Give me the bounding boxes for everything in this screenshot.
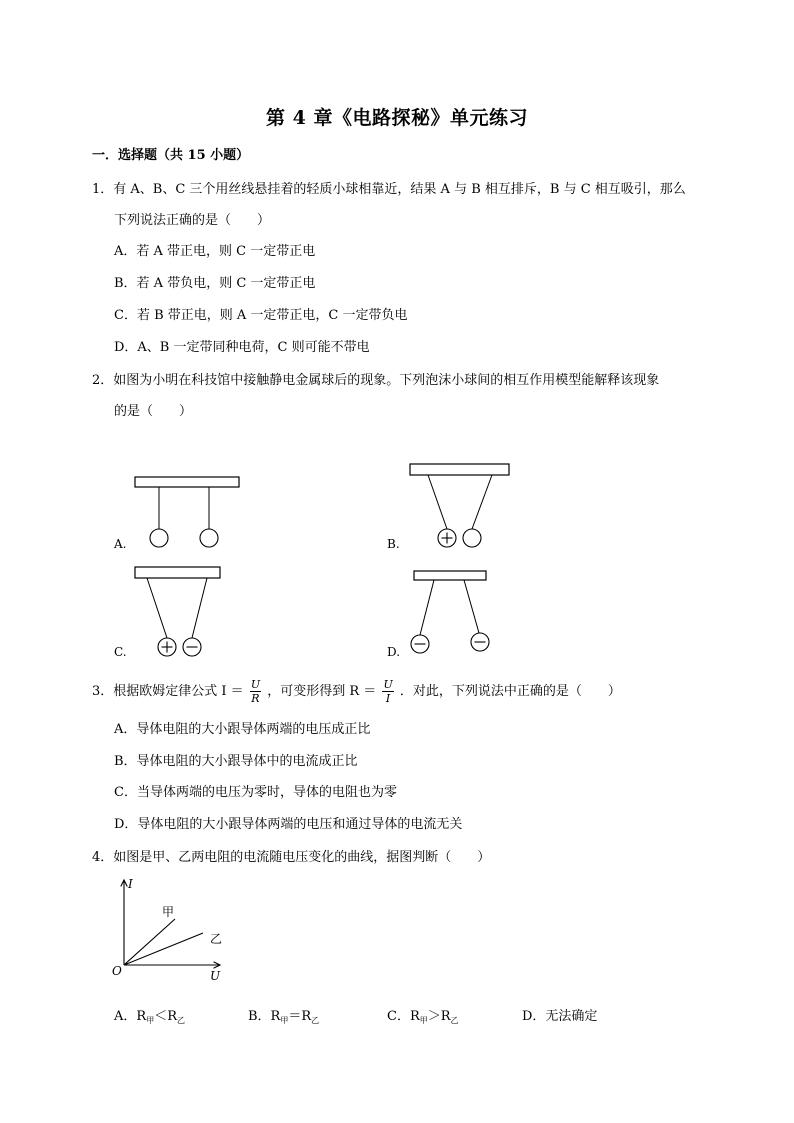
q1-option-a: A．若 A 带正电，则 C 一定带正电 — [114, 244, 316, 259]
q4-y-axis-label: I — [128, 877, 133, 891]
q4-x-axis-label: U — [210, 969, 221, 982]
q3-fraction-2 — [382, 678, 393, 705]
q3-stem — [92, 678, 621, 705]
q1-stem-line2: 下列说法正确的是（ ） — [114, 213, 271, 228]
q3-f2-numerator: U — [383, 678, 393, 691]
q3-option-c: C．当导体两端的电压为零时，导体的电阻也为零 — [114, 785, 397, 800]
q3-fraction-1 — [250, 678, 261, 705]
q1-option-d: D．A、B 一定带同种电荷，C 则可能不带电 — [114, 340, 370, 355]
q4-b-text: B．R — [248, 1009, 281, 1024]
q3-f1-denominator: R — [251, 692, 260, 705]
q4-c-sub2: 乙 — [450, 1016, 459, 1025]
q3-option-a: A．导体电阻的大小跟导体两端的电压成正比 — [114, 722, 371, 737]
q2-diagram-a — [130, 472, 250, 552]
q4-iu-graph — [108, 872, 233, 982]
q4-option-d: D．无法确定 — [522, 1009, 598, 1024]
q2-option-c-label: C. — [114, 645, 127, 659]
q2-stem-line2: 的是（ ） — [114, 404, 193, 419]
q4-c-op: ＞R — [427, 1009, 451, 1024]
q4-b-op: ＝R — [288, 1009, 312, 1024]
q1-stem-line1: 1．有 A、B、C 三个用丝线悬挂着的轻质小球相靠近，结果 A 与 B 相互排斥，B 与 C 相互吸引，那么 — [92, 182, 686, 197]
q1-option-b: B．若 A 带负电，则 C 一定带正电 — [114, 276, 316, 291]
q2-diagram-d — [404, 565, 504, 660]
q4-b-sub2: 乙 — [311, 1016, 320, 1025]
q3-f2-denominator: I — [385, 692, 391, 705]
q4-c-sub1: 甲 — [419, 1016, 428, 1025]
q3-option-b: B．导体电阻的大小跟导体中的电流成正比 — [114, 754, 358, 769]
q3-f1-numerator: U — [250, 678, 261, 691]
q1-option-c: C．若 B 带正电，则 A 一定带正电，C 一定带负电 — [114, 308, 408, 323]
q3-option-d: D．导体电阻的大小跟导体两端的电压和通过导体的电流无关 — [114, 817, 463, 832]
q3-prefix: 3．根据欧姆定律公式 I ＝ — [92, 684, 244, 699]
q4-c-text: C．R — [387, 1009, 420, 1024]
q2-option-a-label: A. — [114, 537, 127, 551]
q4-a-sub2: 乙 — [176, 1016, 185, 1025]
q4-a-op: ＜R — [154, 1009, 177, 1024]
q4-option-b — [248, 1005, 319, 1026]
q4-yi-label: 乙 — [210, 932, 223, 946]
page-title: 第 4 章《电路探秘》单元练习 — [266, 107, 528, 129]
q4-jia-label: 甲 — [162, 905, 175, 919]
q4-option-c — [387, 1005, 459, 1026]
q2-diagram-c — [130, 562, 230, 662]
q3-middle: ，可变形得到 R ＝ — [267, 684, 377, 699]
section-heading: 一．选择题（共 15 小题） — [92, 148, 250, 163]
q4-b-sub1: 甲 — [280, 1016, 289, 1025]
q2-option-d-label: D. — [387, 645, 401, 659]
q4-origin-label: O — [112, 964, 122, 978]
q4-line-jia — [124, 919, 175, 965]
q2-option-b-label: B. — [387, 537, 400, 551]
q4-a-text: A．R — [114, 1009, 147, 1024]
q4-a-sub1: 甲 — [146, 1016, 155, 1025]
q2-stem-line1: 2．如图为小明在科技馆中接触静电金属球后的现象。下列泡沫小球间的相互作用模型能解释该现象 — [92, 373, 660, 388]
q4-stem: 4．如图是甲、乙两电阻的电流随电压变化的曲线，据图判断（ ） — [92, 850, 491, 865]
q2-diagram-b — [404, 458, 519, 553]
q4-line-yi — [124, 933, 203, 965]
q4-option-a — [114, 1005, 185, 1026]
q3-suffix: ．对此，下列说法中正确的是（ ） — [399, 684, 621, 699]
